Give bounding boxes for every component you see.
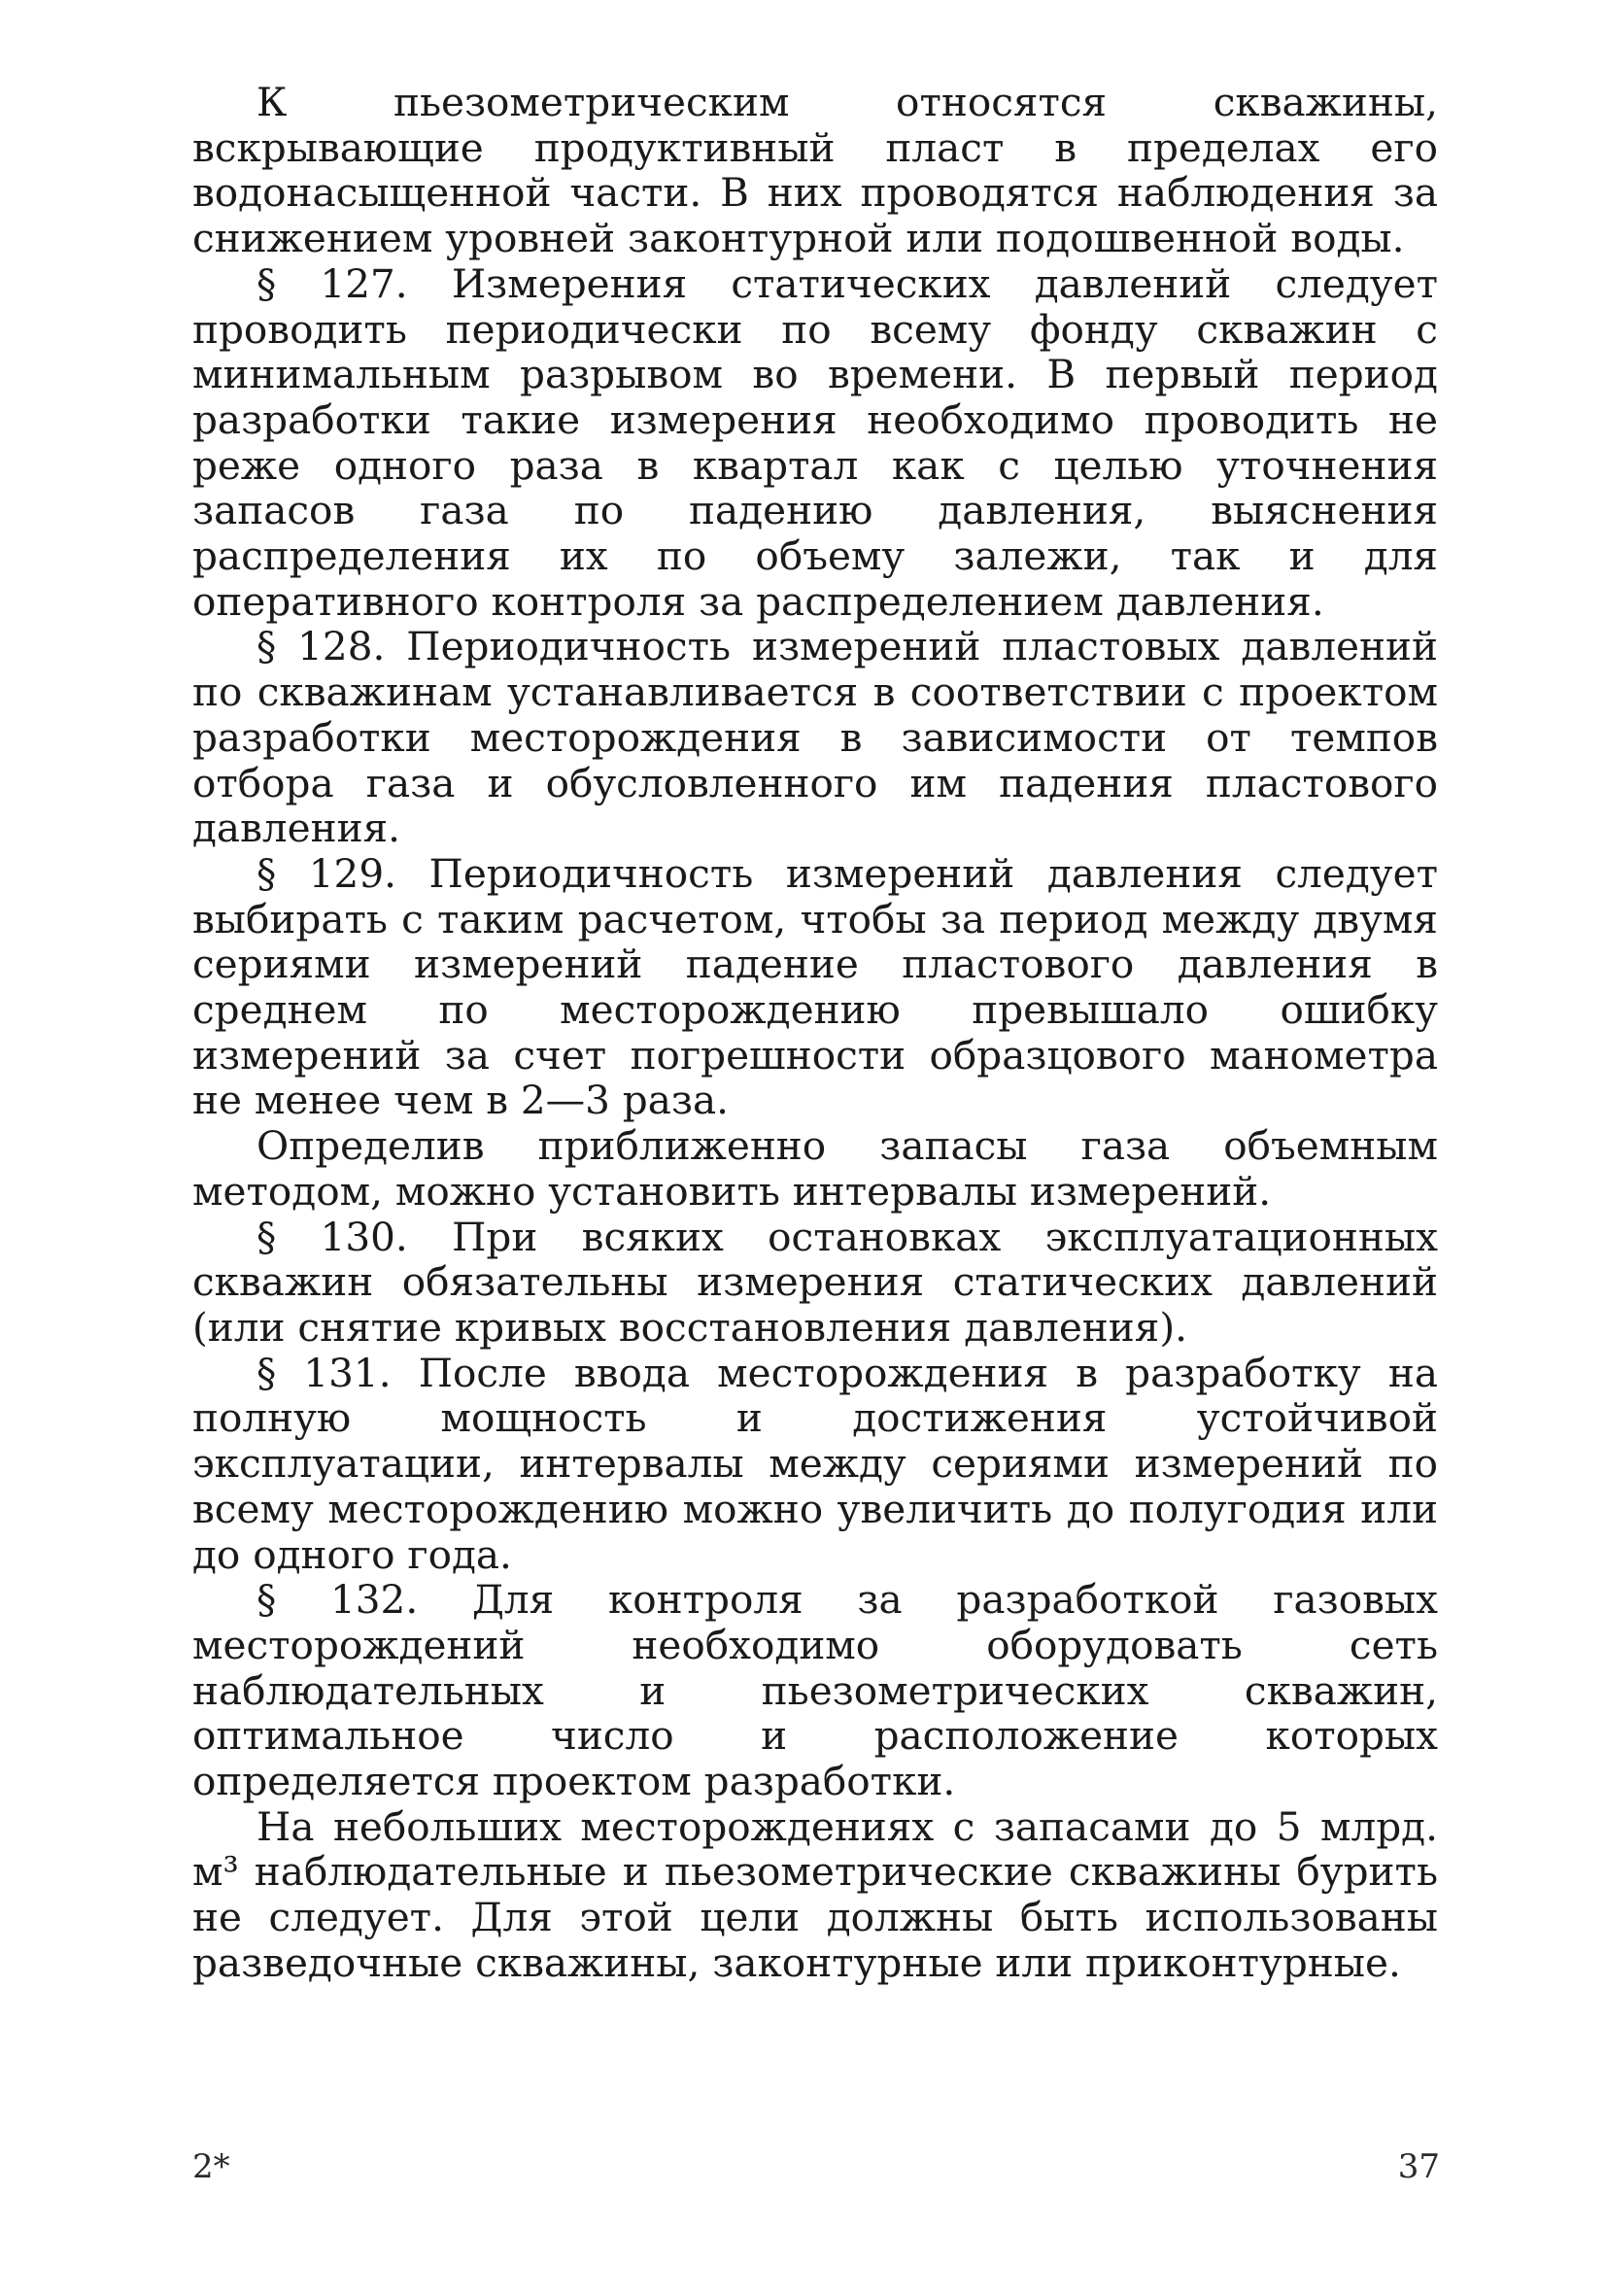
paragraph-section-131: § 131. После ввода месторождения в разработку на полную мощность и достижения устойчивой эксплуатации, интервалы между сериями измерений по всему месторождению можно увеличить до полугодия или до одного года. bbox=[192, 1349, 1438, 1578]
paragraph-section-127: § 127. Измерения статических давлений следует проводить периодически по всему фонду скважин с минимальным разрывом во времени. В первый период разработки такие измерения необходимо проводить не реже одного раза в квартал как с целью уточнения запасов газа по падению давления, выяснения распределения их по объему залежи, так и для оперативного контроля за распределением давления. bbox=[192, 259, 1438, 625]
paragraph-section-130: § 130. При всяких остановках эксплуатационных скважин обязательны измерения статических давлений (или снятие кривых восстановления давления). bbox=[192, 1213, 1438, 1351]
body-text bbox=[192, 80, 1438, 1986]
signature-mark: 2* bbox=[192, 2147, 230, 2186]
paragraph-section-128: § 128. Периодичность измерений пластовых давлений по скважинам устанавливается в соответствии с проектом разработки месторождения в зависимости от темпов отбора газа и обусловленного им падения пластового давления. bbox=[192, 623, 1438, 852]
paragraph-piezometric-wells: К пьезометрическим относятся скважины, вскрывающие продуктивный пласт в пределах его водонасыщенной части. В них проводятся наблюдения за снижением уровней законтурной или подошвенной воды. bbox=[192, 79, 1438, 262]
paragraph-small-fields: На небольших месторождениях с запасами до 5 млрд. м³ наблюдательные и пьезометрические скважины бурить не следует. Для этой цели должны быть использованы разведочные скважины, законтурные или приконтурные. bbox=[192, 1802, 1438, 1986]
page-number: 37 bbox=[1397, 2147, 1440, 2186]
paragraph-section-129: § 129. Периодичность измерений давления следует выбирать с таким расчетом, чтобы за период между двумя сериями измерений падение пластового давления в среднем по месторождению превышало ошибку измерений за счет погрешности образцового манометра не менее чем в 2—3 раза. bbox=[192, 849, 1438, 1124]
paragraph-section-132: § 132. Для контроля за разработкой газовых месторождений необходимо оборудовать сеть наблюдательных и пьезометрических скважин, оптимальное число и расположение которых определяется проектом разработки. bbox=[192, 1576, 1438, 1805]
paragraph-reserves-estimate: Определив приближенно запасы газа объемным методом, можно установить интервалы измерений. bbox=[192, 1122, 1438, 1215]
